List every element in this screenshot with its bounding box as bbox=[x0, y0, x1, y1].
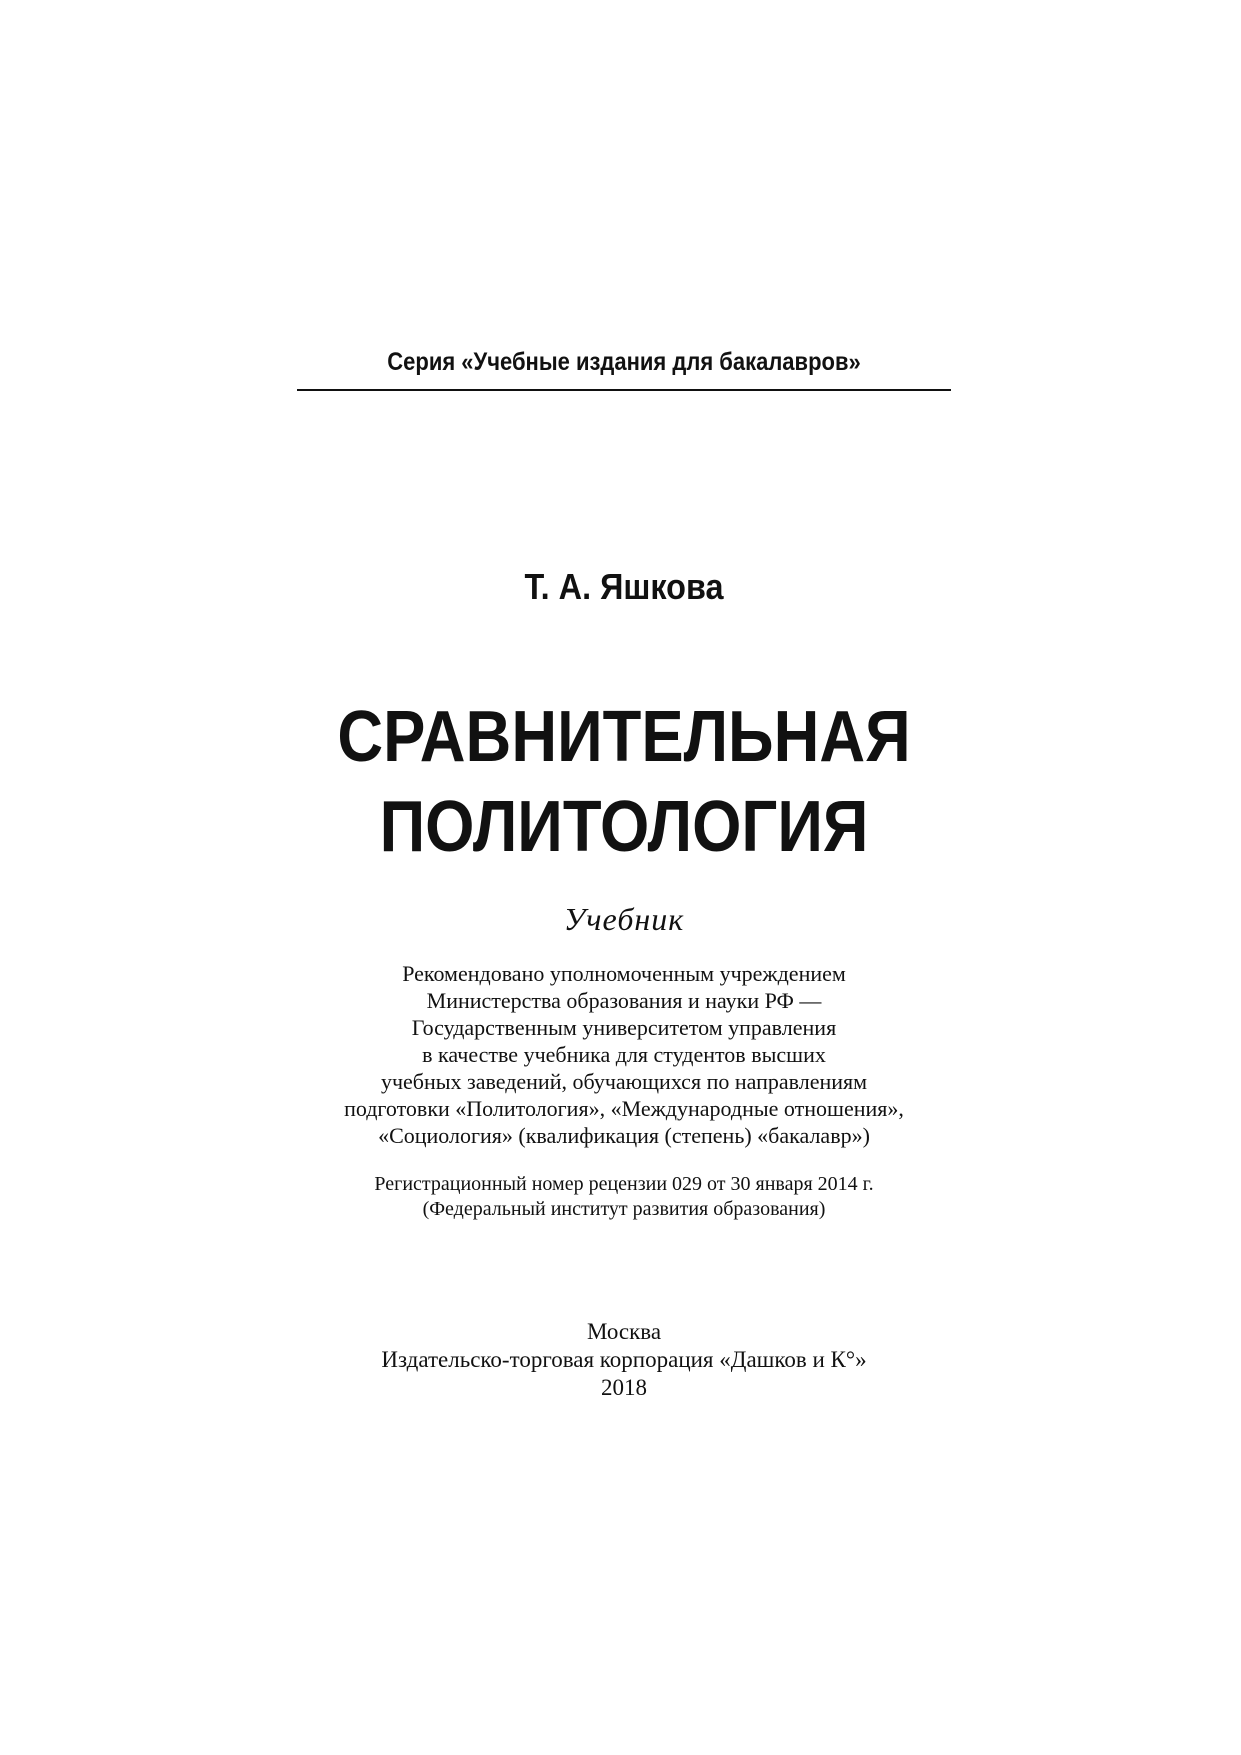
recommendation-line: Рекомендовано уполномоченным учреждением bbox=[402, 961, 846, 986]
series-divider bbox=[297, 389, 951, 391]
book-title bbox=[286, 692, 962, 872]
recommendation-line: Государственным университетом управления bbox=[411, 1015, 837, 1040]
recommendation-text bbox=[260, 960, 988, 1149]
book-title-line-2: ПОЛИТОЛОГИЯ bbox=[379, 787, 869, 867]
recommendation-line: учебных заведений, обучающихся по направлениям bbox=[380, 1069, 868, 1094]
registration-note bbox=[260, 1172, 988, 1222]
registration-line: (Федеральный институт развития образования) bbox=[422, 1198, 826, 1220]
book-title-line-1: СРАВНИТЕЛЬНАЯ bbox=[337, 697, 911, 777]
registration-line: Регистрационный номер рецензии 029 от 30 января 2014 г. bbox=[374, 1173, 874, 1195]
imprint-year: 2018 bbox=[601, 1375, 647, 1400]
imprint-city: Москва bbox=[586, 1319, 662, 1344]
recommendation-line: подготовки «Политология», «Международные отношения», bbox=[344, 1096, 904, 1121]
recommendation-line: Министерства образования и науки РФ — bbox=[426, 988, 822, 1013]
imprint-publisher: Издательско-торговая корпорация «Дашков и К°» bbox=[381, 1347, 867, 1372]
publisher-imprint bbox=[260, 1318, 988, 1402]
recommendation-line: «Социология» (квалификация (степень) «бакалавр») bbox=[378, 1123, 870, 1148]
book-subtitle: Учебник bbox=[563, 901, 685, 937]
recommendation-line: в качестве учебника для студентов высших bbox=[422, 1042, 826, 1067]
author-name: Т. А. Яшкова bbox=[524, 566, 724, 607]
series-title: Серия «Учебные издания для бакалавров» bbox=[387, 348, 861, 376]
